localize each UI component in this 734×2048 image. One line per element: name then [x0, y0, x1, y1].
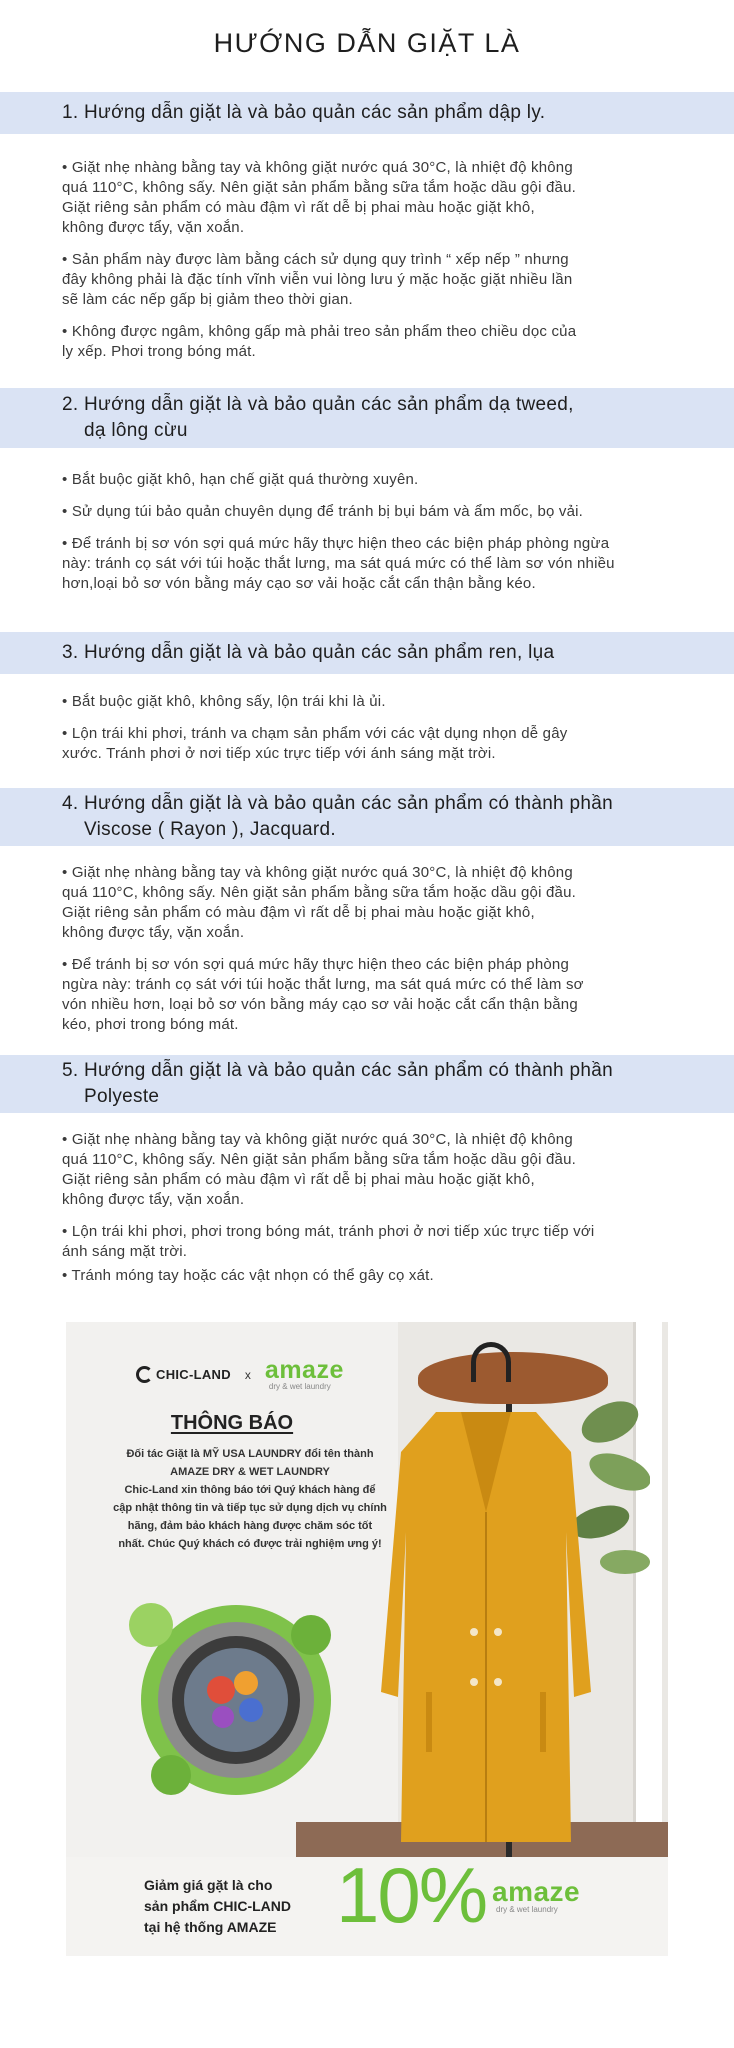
bullet-line: quá 110°C, không sấy. Nên giặt sản phẩm bằng sữa tắm hoặc dầu gội đầu. — [62, 1151, 576, 1168]
bullet-line: vón nhiều hơn, loại bỏ sơ vón bằng máy cạo sơ vải hoặc cắt cẩn thận bằng — [62, 996, 578, 1013]
bullet-line: ngừa này: tránh cọ sát với túi hoặc thắt lưng, ma sát quá mức có thể làm sơ — [62, 976, 584, 993]
bullet-line: hơn,loại bỏ sơ vón bằng máy cạo sơ vải hoặc cắt cẩn thận bằng kéo. — [62, 575, 536, 592]
bullet-line: • Bắt buộc giặt khô, không sấy, lộn trái khi là ủi. — [62, 693, 386, 710]
section-heading-5 — [0, 1055, 734, 1113]
promo-line: Giảm giá gặt là cho — [144, 1877, 273, 1893]
bullet-item — [62, 1130, 734, 1210]
notice-title: THÔNG BÁO — [170, 1412, 294, 1434]
section-heading-3 — [0, 632, 734, 674]
bullet-item — [62, 158, 734, 238]
amaze-sub: dry & wet laundry — [496, 1905, 558, 1914]
notice-line: cập nhật thông tin và tiếp tục sử dụng dịch vụ chính — [113, 1502, 387, 1514]
section-body-5 — [0, 1130, 734, 1286]
discount-value: 10% — [336, 1851, 487, 1939]
bullet-item — [62, 1222, 734, 1262]
bullet-line: • Không được ngâm, không gấp mà phải treo sản phẩm theo chiều dọc của — [62, 323, 577, 340]
heading-line: Polyeste — [84, 1086, 160, 1107]
bullet-line: • Lộn trái khi phơi, tránh va chạm sản phẩm với các vật dụng nhọn dễ gây — [62, 725, 568, 742]
amaze-logo — [265, 1358, 344, 1391]
bullet-line: này: tránh cọ sát với túi hoặc thắt lưng, ma sát quá mức có thể làm sơ vón nhiều — [62, 555, 615, 572]
bullet-line: • Bắt buộc giặt khô, hạn chế giặt quá thường xuyên. — [62, 471, 419, 488]
heading-line: 4. Hướng dẫn giặt là và bảo quản các sản phẩm có thành phần — [62, 793, 613, 814]
bullet-item — [62, 502, 734, 522]
heading-line: Viscose ( Rayon ), Jacquard. — [84, 819, 336, 840]
bullet-line: Giặt riêng sản phẩm có màu đậm vì rất dễ bị phai màu hoặc giặt khô, — [62, 1171, 535, 1188]
section-body-4 — [0, 863, 734, 1035]
bullet-line: ly xếp. Phơi trong bóng mát. — [62, 343, 256, 360]
promo-line: tại hệ thống AMAZE — [144, 1919, 277, 1935]
bullet-item — [62, 863, 734, 943]
brand-row — [136, 1358, 344, 1391]
promo-text — [144, 1875, 344, 1938]
chic-c-icon — [136, 1366, 153, 1383]
bullet-item — [62, 470, 734, 490]
promo-line: sản phẩm CHIC-LAND — [144, 1898, 292, 1914]
heading-line: 5. Hướng dẫn giặt là và bảo quản các sản phẩm có thành phần — [62, 1060, 613, 1081]
bullet-line: không được tẩy, vặn xoắn. — [62, 219, 245, 236]
heading-line: 1. Hướng dẫn giặt là và bảo quản các sản phẩm dập ly. — [62, 102, 546, 123]
chic-land-text: CHIC-LAND — [156, 1367, 231, 1382]
bullet-item — [62, 692, 734, 712]
amaze-word: amaze — [264, 1356, 344, 1384]
bullet-line: • Lộn trái khi phơi, phơi trong bóng mát, tránh phơi ở nơi tiếp xúc trực tiếp với — [62, 1223, 595, 1240]
heading-line: 3. Hướng dẫn giặt là và bảo quản các sản phẩm ren, lụa — [62, 642, 555, 663]
amaze-sub: dry & wet laundry — [268, 1382, 331, 1391]
bullet-line: • Giặt nhẹ nhàng bằng tay và không giặt nước quá 30°C, là nhiệt độ không — [62, 1131, 573, 1148]
notice-line: Chic-Land xin thông báo tới Quý khách hàng để — [124, 1484, 376, 1496]
amaze-logo-small — [492, 1878, 580, 1914]
bullet-line: Giặt riêng sản phẩm có màu đậm vì rất dễ bị phai màu hoặc giặt khô, — [62, 904, 535, 921]
section-heading-1 — [0, 92, 734, 134]
bullet-item — [62, 724, 734, 764]
bullet-item — [62, 955, 734, 1035]
coat-icon — [366, 1392, 606, 1862]
bullet-line: • Để tránh bị sơ vón sợi quá mức hãy thực hiện theo các biện pháp phòng — [62, 956, 569, 973]
bullet-item — [62, 322, 734, 362]
bullet-line: • Sản phẩm này được làm bằng cách sử dụng quy trình “ xếp nếp ” nhưng — [62, 251, 569, 268]
bullet-line: Giặt riêng sản phẩm có màu đậm vì rất dễ bị phai màu hoặc giặt khô, — [62, 199, 535, 216]
bullet-line: quá 110°C, không sấy. Nên giặt sản phẩm bằng sữa tắm hoặc dầu gội đầu. — [62, 179, 576, 196]
notice-line: hãng, đảm bảo khách hàng được chăm sóc tốt — [127, 1520, 373, 1532]
section-body-1 — [0, 158, 734, 362]
section-body-2 — [0, 470, 734, 594]
x-mark: x — [244, 1367, 251, 1382]
heading-line: 2. Hướng dẫn giặt là và bảo quản các sản phẩm dạ tweed, — [62, 394, 574, 415]
bullet-line: không được tẩy, vặn xoắn. — [62, 1191, 245, 1208]
notice-line: AMAZE DRY & WET LAUNDRY — [170, 1466, 330, 1478]
washing-machine-icon — [111, 1565, 351, 1805]
bullet-line: kéo, phơi trong bóng mát. — [62, 1016, 239, 1033]
bullet-item — [62, 250, 734, 310]
amaze-word: amaze — [492, 1876, 581, 1907]
chic-land-logo — [136, 1366, 231, 1383]
page-title: HƯỚNG DẪN GIẶT LÀ — [213, 28, 521, 58]
bullet-item — [62, 1266, 734, 1286]
bullet-line: không được tẩy, vặn xoắn. — [62, 924, 245, 941]
bullet-line: xước. Tránh phơi ở nơi tiếp xúc trực tiếp với ánh sáng mặt trời. — [62, 745, 496, 762]
promo-banner — [66, 1322, 668, 1956]
hanger-hook-icon — [471, 1342, 511, 1382]
section-heading-4 — [0, 788, 734, 846]
bullet-line: • Giặt nhẹ nhàng bằng tay và không giặt nước quá 30°C, là nhiệt độ không — [62, 864, 573, 881]
notice-line: Đối tác Giặt là MỸ USA LAUNDRY đổi tên thành — [126, 1448, 374, 1460]
bullet-line: • Để tránh bị sơ vón sợi quá mức hãy thực hiện theo các biện pháp phòng ngừa — [62, 535, 610, 552]
bullet-line: • Sử dụng túi bảo quản chuyên dụng để tránh bị bụi bám và ẩm mốc, bọ vải. — [62, 503, 584, 520]
notice-line: nhất. Chúc Quý khách có được trải nghiệm ưng ý! — [118, 1538, 382, 1550]
notice-body — [100, 1445, 400, 1553]
section-body-3 — [0, 692, 734, 764]
bullet-line: quá 110°C, không sấy. Nên giặt sản phẩm bằng sữa tắm hoặc dầu gội đầu. — [62, 884, 576, 901]
bullet-item — [62, 534, 734, 594]
heading-line: dạ lông cừu — [84, 420, 188, 441]
bullet-line: sẽ làm các nếp gấp bị giảm theo thời gian. — [62, 291, 353, 308]
bullet-line: • Tránh móng tay hoặc các vật nhọn có thể gây cọ xát. — [62, 1267, 434, 1284]
bullet-line: ánh sáng mặt trời. — [62, 1243, 188, 1260]
section-heading-2 — [0, 388, 734, 448]
bullet-line: • Giặt nhẹ nhàng bằng tay và không giặt nước quá 30°C, là nhiệt độ không — [62, 159, 573, 176]
bullet-line: đây không phải là đặc tính vĩnh viễn vui lòng lưu ý mặc hoặc giặt nhiều lần — [62, 271, 573, 288]
